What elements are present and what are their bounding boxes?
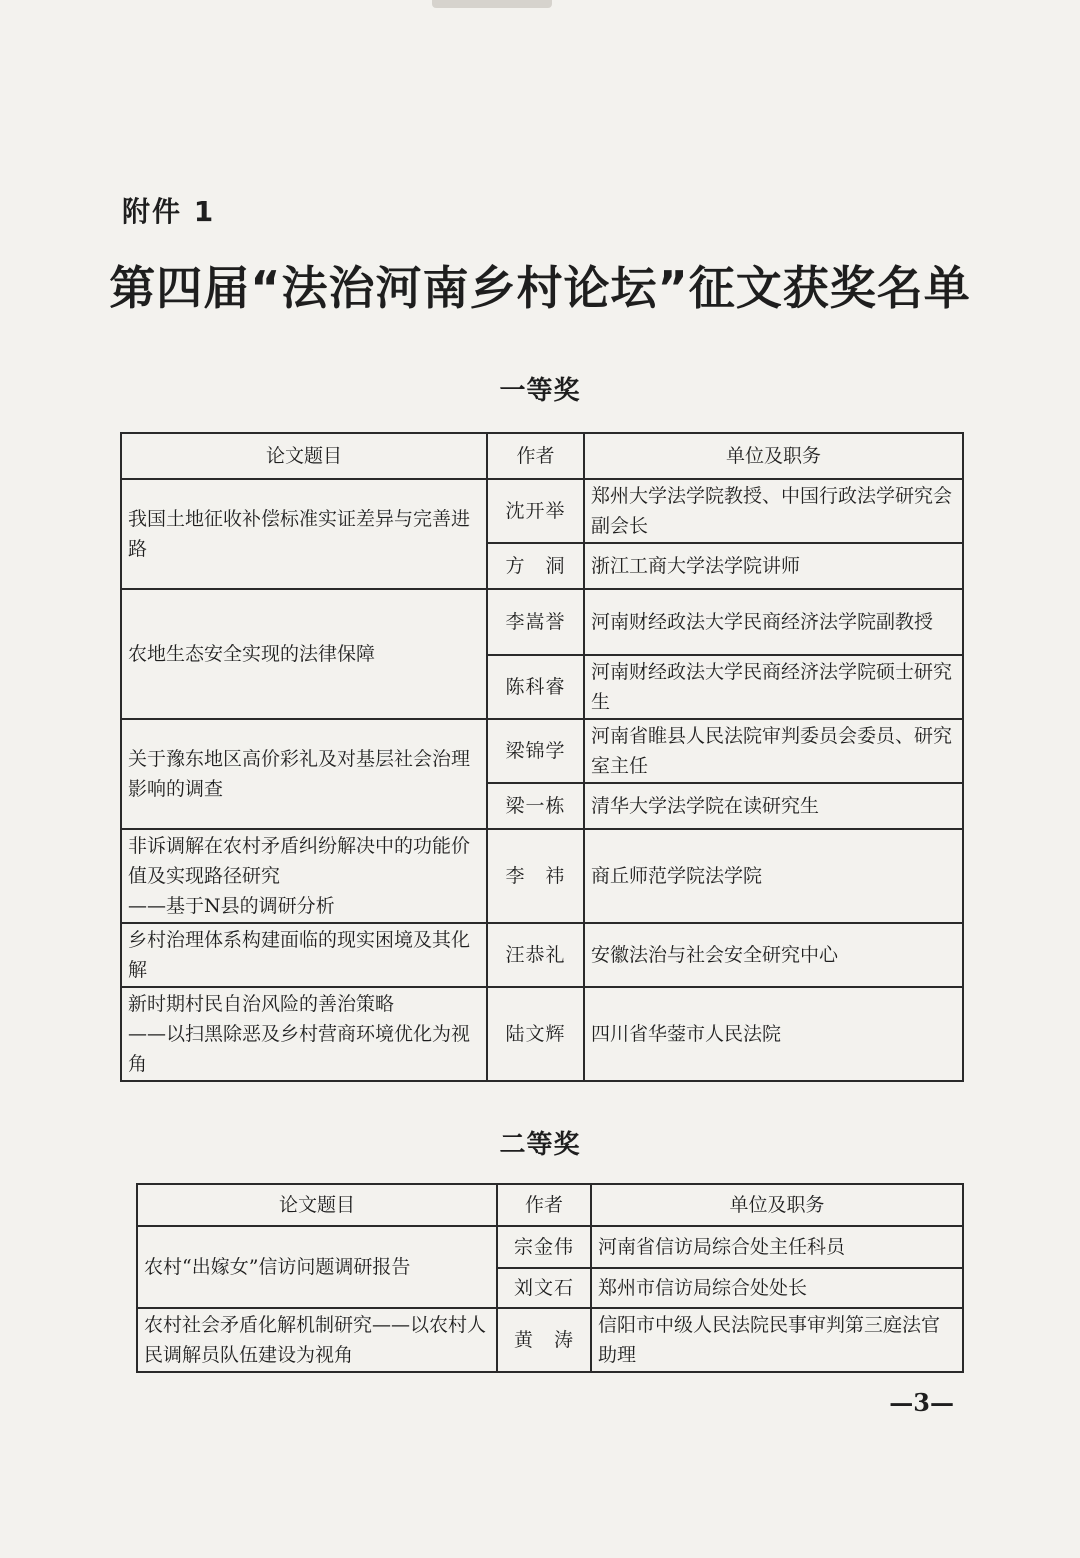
author-unit: 四川省华蓥市人民法院	[584, 987, 963, 1081]
top-edge-mark	[432, 0, 552, 8]
header-topic: 论文题目	[137, 1184, 497, 1226]
paper-topic: 农地生态安全实现的法律保障	[121, 589, 487, 719]
page-number: —3—	[889, 1388, 954, 1417]
author-name: 黄 涛	[497, 1308, 591, 1372]
table-row	[121, 719, 963, 783]
header-author: 作者	[487, 433, 584, 479]
author-unit: 河南省睢县人民法院审判委员会委员、研究室主任	[584, 719, 963, 783]
author-name: 宗金伟	[497, 1226, 591, 1268]
table-row	[121, 479, 963, 543]
author-name: 李嵩誉	[487, 589, 584, 655]
paper-topic: 新时期村民自治风险的善治策略 ——以扫黑除恶及乡村营商环境优化为视角	[121, 987, 487, 1081]
paper-topic: 关于豫东地区高价彩礼及对基层社会治理影响的调查	[121, 719, 487, 829]
paper-topic: 我国土地征收补偿标准实证差异与完善进路	[121, 479, 487, 589]
table-row	[121, 987, 963, 1081]
author-name: 汪恭礼	[487, 923, 584, 987]
table-row	[137, 1226, 963, 1268]
author-name: 梁一栋	[487, 783, 584, 829]
author-unit: 河南财经政法大学民商经济法学院副教授	[584, 589, 963, 655]
header-topic: 论文题目	[121, 433, 487, 479]
author-name: 方 洞	[487, 543, 584, 589]
attachment-label: 附件 1	[122, 195, 216, 228]
second-prize-table	[136, 1183, 964, 1373]
paper-topic: 农村“出嫁女”信访问题调研报告	[137, 1226, 497, 1308]
author-unit: 郑州大学法学院教授、中国行政法学研究会副会长	[584, 479, 963, 543]
author-unit: 安徽法治与社会安全研究中心	[584, 923, 963, 987]
table-header-row	[121, 433, 963, 479]
first-prize-table	[120, 432, 964, 1082]
author-name: 陈科睿	[487, 655, 584, 719]
author-unit: 河南省信访局综合处主任科员	[591, 1226, 963, 1268]
table-row	[121, 923, 963, 987]
header-unit: 单位及职务	[584, 433, 963, 479]
author-unit: 浙江工商大学法学院讲师	[584, 543, 963, 589]
second-prize-heading: 二等奖	[499, 1130, 581, 1160]
page-title: 第四届“法治河南乡村论坛”征文获奖名单	[109, 261, 971, 315]
table-row	[121, 829, 963, 923]
author-unit: 河南财经政法大学民商经济法学院硕士研究生	[584, 655, 963, 719]
author-name: 陆文辉	[487, 987, 584, 1081]
paper-topic: 农村社会矛盾化解机制研究——以农村人民调解员队伍建设为视角	[137, 1308, 497, 1372]
table-row	[137, 1308, 963, 1372]
author-name: 梁锦学	[487, 719, 584, 783]
table-row	[121, 589, 963, 655]
author-unit: 清华大学法学院在读研究生	[584, 783, 963, 829]
table-header-row	[137, 1184, 963, 1226]
author-unit: 郑州市信访局综合处处长	[591, 1268, 963, 1308]
paper-topic: 乡村治理体系构建面临的现实困境及其化解	[121, 923, 487, 987]
header-author: 作者	[497, 1184, 591, 1226]
author-name: 李 祎	[487, 829, 584, 923]
author-unit: 商丘师范学院法学院	[584, 829, 963, 923]
author-unit: 信阳市中级人民法院民事审判第三庭法官助理	[591, 1308, 963, 1372]
paper-topic: 非诉调解在农村矛盾纠纷解决中的功能价值及实现路径研究 ——基于N县的调研分析	[121, 829, 487, 923]
header-unit: 单位及职务	[591, 1184, 963, 1226]
author-name: 刘文石	[497, 1268, 591, 1308]
author-name: 沈开举	[487, 479, 584, 543]
first-prize-heading: 一等奖	[499, 376, 581, 406]
